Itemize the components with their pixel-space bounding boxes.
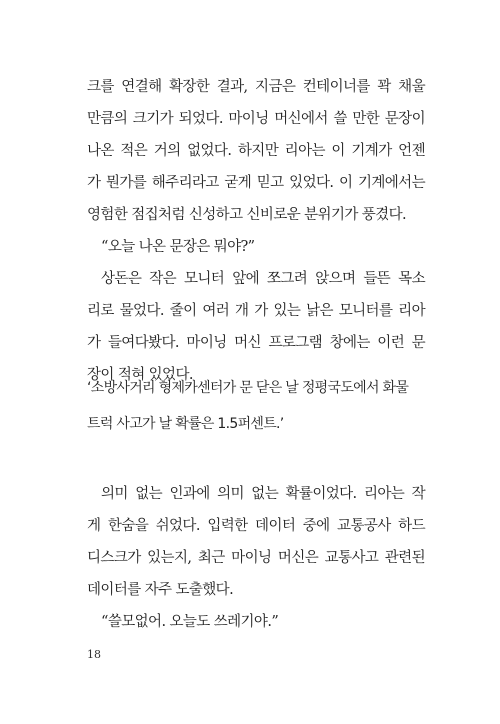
text-line: 장이 적혀 있었다. xyxy=(87,367,193,383)
dialogue-line: “오늘 나온 문장은 뭐야?” xyxy=(101,239,255,255)
quoted-sentence xyxy=(87,378,425,450)
text-line: 만큼의 크기가 되었다. 마이닝 머신에서 쓸 만한 문장이 xyxy=(87,111,425,127)
page-number: 18 xyxy=(87,648,101,661)
paragraph-after-quote xyxy=(87,484,425,644)
text-line: 가 뭔가를 해주리라고 굳게 믿고 있었다. 이 기계에서는 xyxy=(87,175,425,191)
paragraph-continued xyxy=(87,77,425,397)
dialogue-line: “쓸모없어. 오늘도 쓰레기야.” xyxy=(101,614,279,630)
text-line: 리로 물었다. 줄이 여러 개 가 있는 낡은 모니터를 리아 xyxy=(87,303,425,319)
quote-line: 트럭 사고가 날 확률은 1.5퍼센트.’ xyxy=(87,416,284,432)
quote-line: ‘소방사거리 형제카센터가 문 닫은 날 정평국도에서 화물 xyxy=(87,380,409,396)
text-line: 크를 연결해 확장한 결과, 지금은 컨테이너를 꽉 채울 xyxy=(87,79,425,95)
text-line: 의미 없는 인과에 의미 없는 확률이었다. 리아는 작 xyxy=(101,486,425,502)
text-line: 게 한숨을 쉬었다. 입력한 데이터 중에 교통공사 하드 xyxy=(87,518,425,534)
text-line: 나온 적은 거의 없었다. 하지만 리아는 이 기계가 언젠 xyxy=(87,143,425,159)
text-line: 상돈은 작은 모니터 앞에 쪼그려 앉으며 들뜬 목소 xyxy=(101,271,425,287)
text-line: 영험한 점집처럼 신성하고 신비로운 분위기가 풍겼다. xyxy=(87,207,407,223)
text-line: 디스크가 있는지, 최근 마이닝 머신은 교통사고 관련된 xyxy=(87,550,425,566)
text-line: 데이터를 자주 도출했다. xyxy=(87,582,234,598)
text-line: 가 들여다봤다. 마이닝 머신 프로그램 창에는 이런 문 xyxy=(87,335,425,351)
